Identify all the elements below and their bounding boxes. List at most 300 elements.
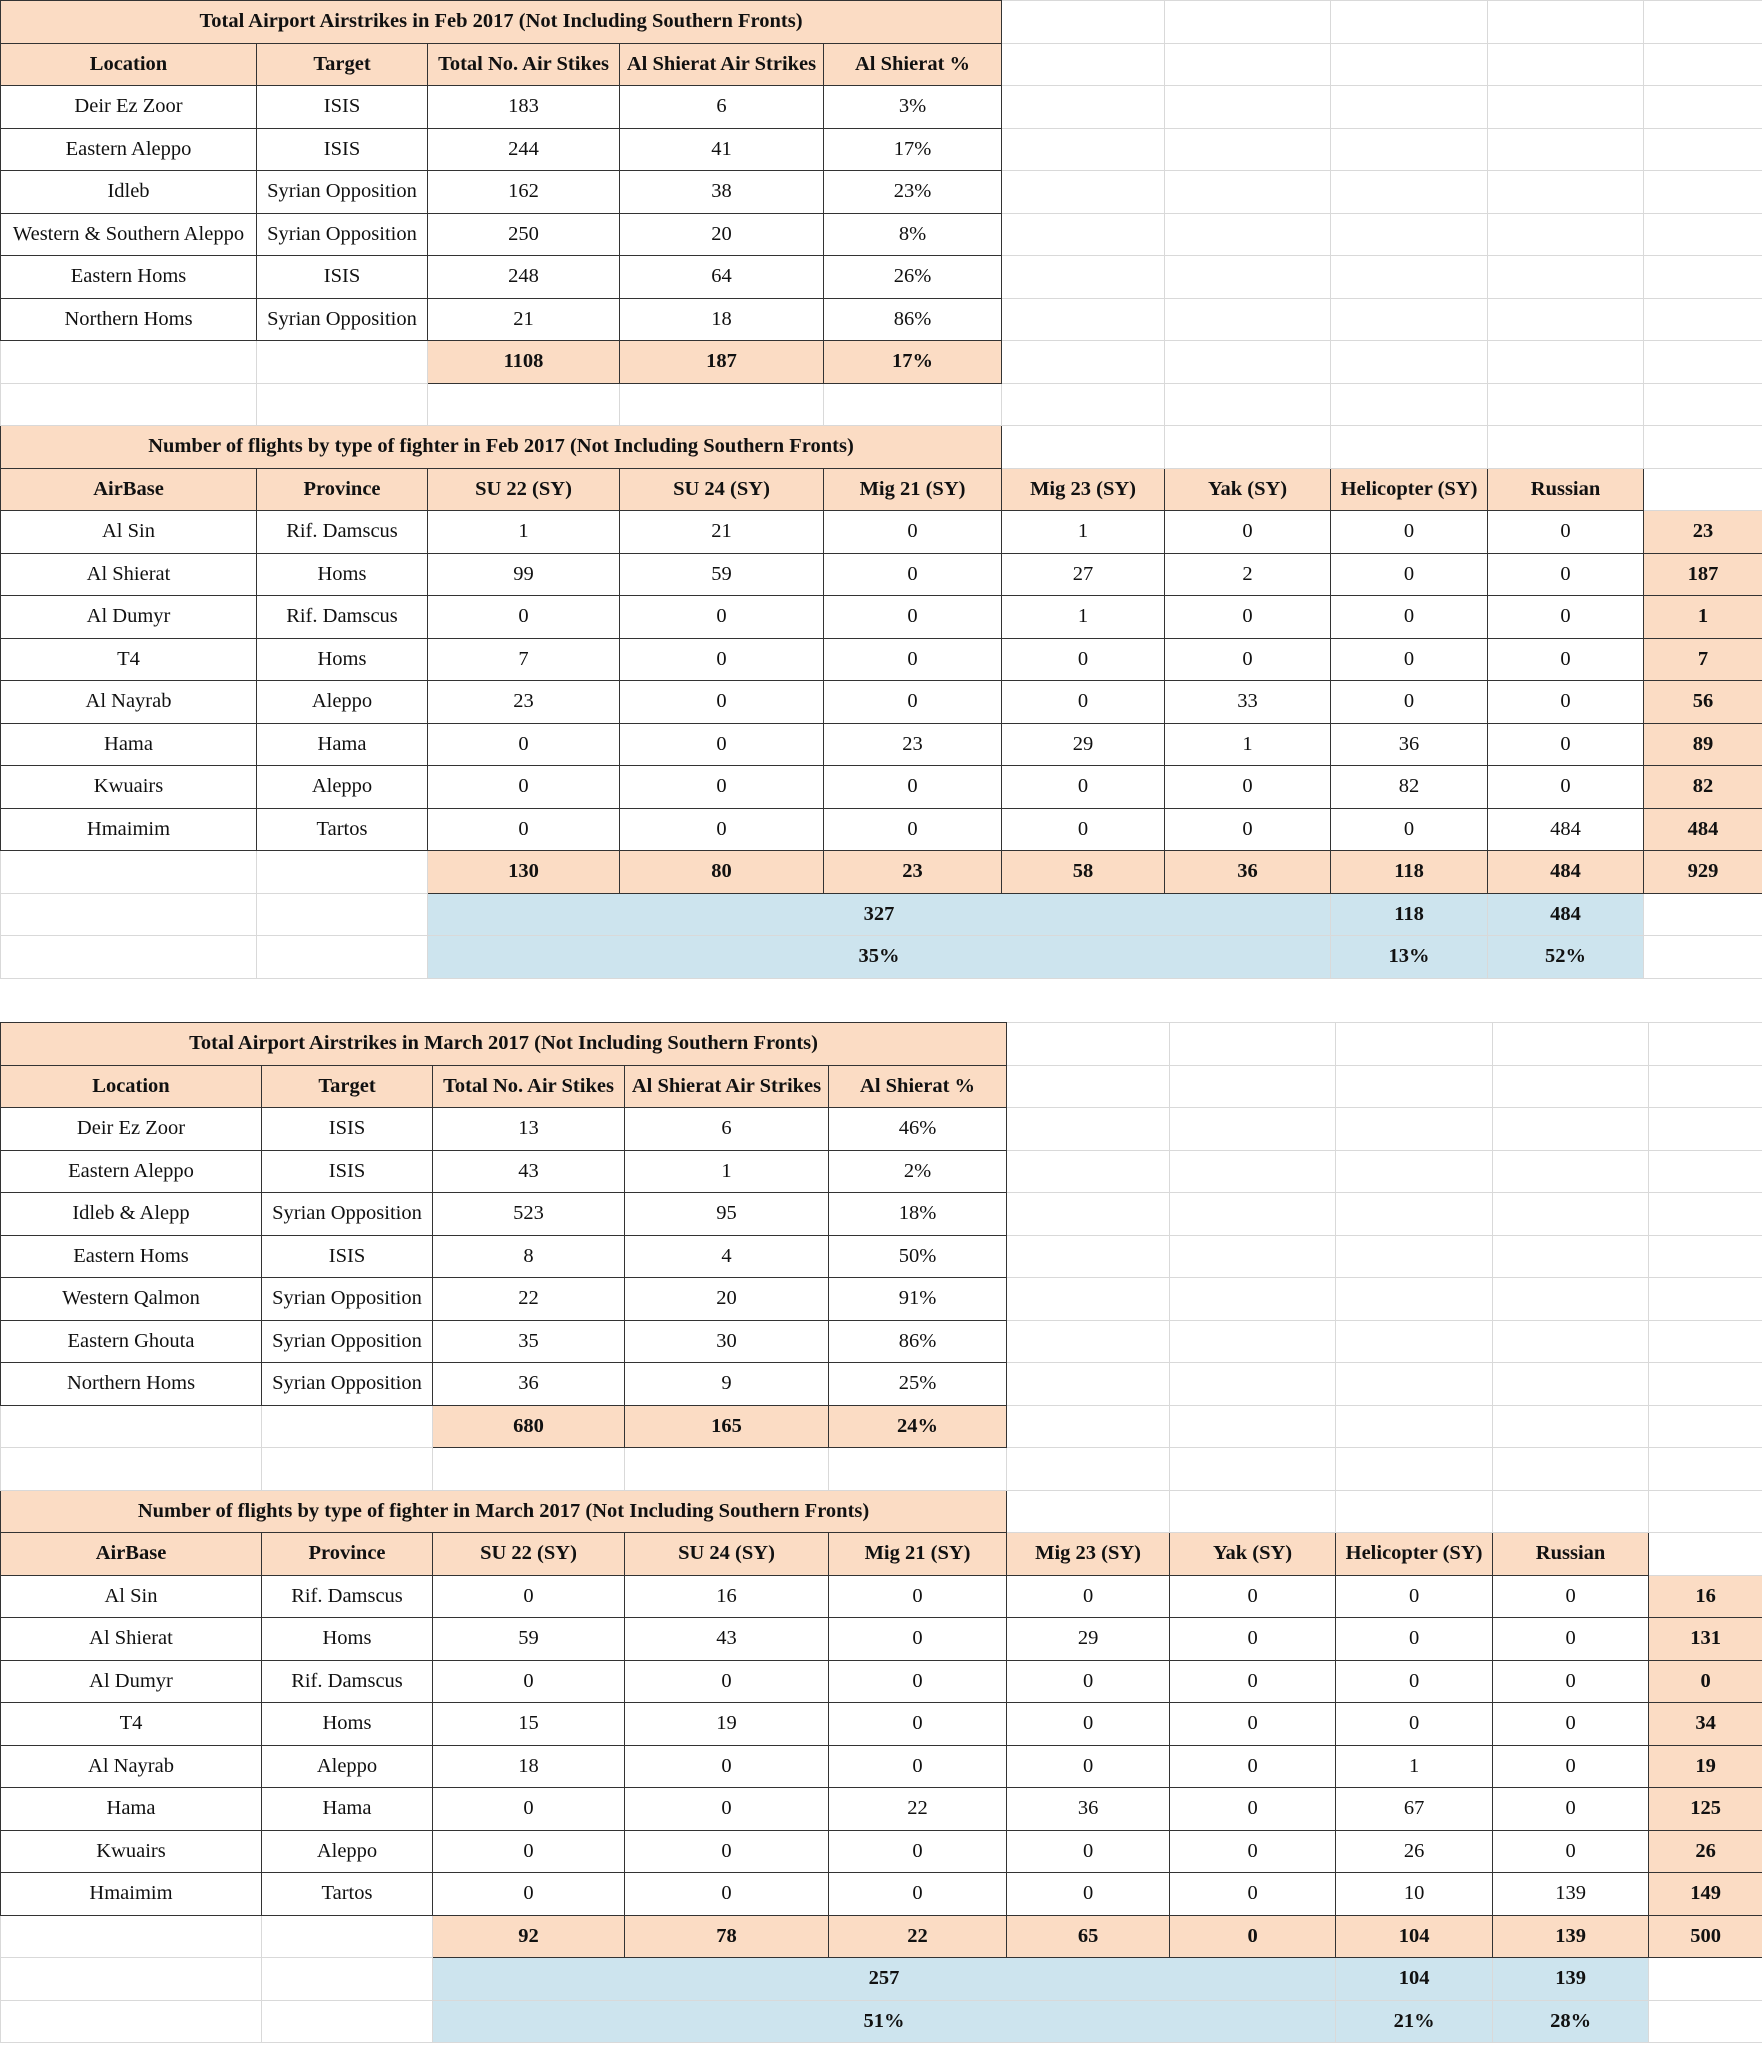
cell[interactable]: 0	[824, 553, 1002, 596]
cell[interactable]: 0	[1165, 766, 1331, 809]
cell[interactable]: Northern Homs	[1, 298, 257, 341]
percent-russian[interactable]: 28%	[1493, 2000, 1649, 2043]
cell[interactable]: 0	[1007, 1703, 1170, 1746]
cell[interactable]: 18	[433, 1745, 625, 1788]
table-row	[1, 638, 1762, 681]
cell[interactable]: Rif. Damscus	[257, 511, 428, 554]
cell[interactable]: 18	[620, 298, 824, 341]
header-mig21: Mig 21 (SY)	[829, 1533, 1007, 1576]
cell[interactable]: 50%	[829, 1235, 1007, 1278]
cell[interactable]: 0	[1336, 1575, 1493, 1618]
cell[interactable]: 0	[620, 681, 824, 724]
cell[interactable]: ISIS	[262, 1235, 433, 1278]
cell[interactable]: Syrian Opposition	[262, 1363, 433, 1406]
row-total-cell[interactable]: 1	[1644, 596, 1762, 639]
header-yak: Yak (SY)	[1170, 1533, 1336, 1576]
cell[interactable]: Al Dumyr	[1, 1660, 262, 1703]
cell[interactable]: Deir Ez Zoor	[1, 86, 257, 129]
cell[interactable]: 0	[829, 1745, 1007, 1788]
cell[interactable]: 0	[428, 723, 620, 766]
cell[interactable]: Homs	[262, 1703, 433, 1746]
cell[interactable]: 0	[433, 1873, 625, 1916]
cell[interactable]: 0	[1170, 1745, 1336, 1788]
cell[interactable]: 0	[1007, 1830, 1170, 1873]
summary-russian[interactable]: 484	[1488, 893, 1644, 936]
header-province: Province	[262, 1533, 433, 1576]
cell[interactable]: 23%	[824, 171, 1002, 214]
cell[interactable]: 8%	[824, 213, 1002, 256]
total-cell[interactable]: 17%	[824, 341, 1002, 384]
cell[interactable]: 0	[1007, 1575, 1170, 1618]
cell[interactable]: Syrian Opposition	[262, 1193, 433, 1236]
cell[interactable]: 25%	[829, 1363, 1007, 1406]
cell[interactable]: 0	[433, 1830, 625, 1873]
header-location: Location	[1, 43, 257, 86]
cell[interactable]: 86%	[829, 1320, 1007, 1363]
cell[interactable]: 0	[824, 766, 1002, 809]
total-cell[interactable]: 24%	[829, 1405, 1007, 1448]
cell[interactable]: 0	[829, 1873, 1007, 1916]
table-row	[1, 256, 1762, 299]
cell[interactable]: Rif. Damscus	[262, 1660, 433, 1703]
header-mig23: Mig 23 (SY)	[1002, 468, 1165, 511]
total-cell[interactable]: 187	[620, 341, 824, 384]
cell[interactable]: 13	[433, 1108, 625, 1151]
cell[interactable]: 46%	[829, 1108, 1007, 1151]
total-cell[interactable]: 680	[433, 1405, 625, 1448]
cell[interactable]: 33	[1165, 681, 1331, 724]
cell[interactable]: 0	[625, 1745, 829, 1788]
cell[interactable]: 29	[1002, 723, 1165, 766]
cell[interactable]: 0	[1493, 1745, 1649, 1788]
cell[interactable]: 3%	[824, 86, 1002, 129]
cell[interactable]: 0	[1493, 1575, 1649, 1618]
cell[interactable]: Hmaimim	[1, 808, 257, 851]
percent-helicopter[interactable]: 21%	[1336, 2000, 1493, 2043]
cell[interactable]: 1	[625, 1150, 829, 1193]
total-cell[interactable]: 23	[824, 851, 1002, 894]
cell[interactable]: Homs	[262, 1618, 433, 1661]
cell[interactable]: 4	[625, 1235, 829, 1278]
cell[interactable]: 26	[1336, 1830, 1493, 1873]
cell[interactable]: Al Nayrab	[1, 681, 257, 724]
cell[interactable]: Aleppo	[262, 1745, 433, 1788]
table-row	[1, 1363, 1762, 1406]
cell[interactable]: Rif. Damscus	[262, 1575, 433, 1618]
cell[interactable]: Al Shierat	[1, 1618, 262, 1661]
cell[interactable]: 0	[1002, 808, 1165, 851]
summary-syrian-fixed-wing[interactable]: 327	[428, 893, 1331, 936]
cell[interactable]: 0	[1331, 638, 1488, 681]
table-row	[1, 128, 1762, 171]
cell[interactable]: 0	[1170, 1788, 1336, 1831]
total-cell[interactable]: 139	[1493, 1915, 1649, 1958]
percent-syrian-fixed-wing[interactable]: 51%	[433, 2000, 1336, 2043]
row-total-cell[interactable]: 19	[1649, 1745, 1762, 1788]
cell[interactable]: 8	[433, 1235, 625, 1278]
cell[interactable]: 0	[625, 1830, 829, 1873]
row-total-cell[interactable]: 26	[1649, 1830, 1762, 1873]
table-row	[1, 1873, 1762, 1916]
cell[interactable]: T4	[1, 638, 257, 681]
cell[interactable]: Syrian Opposition	[262, 1278, 433, 1321]
cell[interactable]: Western Qalmon	[1, 1278, 262, 1321]
cell[interactable]: 0	[1331, 511, 1488, 554]
cell[interactable]: ISIS	[262, 1108, 433, 1151]
cell[interactable]: 0	[625, 1660, 829, 1703]
cell[interactable]: 1	[1002, 596, 1165, 639]
cell[interactable]: 0	[1493, 1660, 1649, 1703]
cell[interactable]: 0	[1488, 596, 1644, 639]
table-row	[1, 681, 1762, 724]
total-cell[interactable]: 78	[625, 1915, 829, 1958]
cell[interactable]: 86%	[824, 298, 1002, 341]
cell[interactable]: 0	[1336, 1660, 1493, 1703]
header-su22: SU 22 (SY)	[428, 468, 620, 511]
cell[interactable]: 0	[1002, 638, 1165, 681]
cell[interactable]: 0	[1170, 1660, 1336, 1703]
total-cell[interactable]: 0	[1170, 1915, 1336, 1958]
cell[interactable]: 15	[433, 1703, 625, 1746]
cell[interactable]: Kwuairs	[1, 1830, 262, 1873]
cell[interactable]: 0	[1170, 1873, 1336, 1916]
cell[interactable]: 0	[1488, 766, 1644, 809]
cell[interactable]: 0	[1002, 766, 1165, 809]
cell[interactable]: ISIS	[257, 86, 428, 129]
cell[interactable]: 10	[1336, 1873, 1493, 1916]
table-row	[1, 1788, 1762, 1831]
cell[interactable]: 36	[1331, 723, 1488, 766]
table-row	[1, 1660, 1762, 1703]
cell[interactable]: Rif. Damscus	[257, 596, 428, 639]
cell[interactable]: Al Shierat	[1, 553, 257, 596]
cell[interactable]: 183	[428, 86, 620, 129]
cell[interactable]: 0	[1007, 1745, 1170, 1788]
cell[interactable]: Tartos	[257, 808, 428, 851]
cell[interactable]: 0	[1165, 638, 1331, 681]
row-total-cell[interactable]: 7	[1644, 638, 1762, 681]
cell[interactable]: Aleppo	[262, 1830, 433, 1873]
cell[interactable]: 0	[625, 1873, 829, 1916]
cell[interactable]: 29	[1007, 1618, 1170, 1661]
cell[interactable]: Eastern Homs	[1, 1235, 262, 1278]
cell[interactable]: 0	[620, 596, 824, 639]
cell[interactable]: 26%	[824, 256, 1002, 299]
header-russian: Russian	[1493, 1533, 1649, 1576]
cell[interactable]: Syrian Opposition	[257, 213, 428, 256]
feb-sheet	[0, 0, 1762, 979]
cell[interactable]: 0	[1165, 596, 1331, 639]
cell[interactable]: 0	[1488, 638, 1644, 681]
header-su22: SU 22 (SY)	[433, 1533, 625, 1576]
header-su24: SU 24 (SY)	[620, 468, 824, 511]
march-strikes-title: Total Airport Airstrikes in March 2017 (Not Including Southern Fronts)	[1, 1023, 1007, 1066]
header-helicopter: Helicopter (SY)	[1336, 1533, 1493, 1576]
total-cell[interactable]: 484	[1488, 851, 1644, 894]
row-total-cell[interactable]: 187	[1644, 553, 1762, 596]
cell[interactable]: Hama	[262, 1788, 433, 1831]
table-row	[1, 808, 1762, 851]
cell[interactable]: 35	[433, 1320, 625, 1363]
cell[interactable]: 0	[1007, 1660, 1170, 1703]
cell[interactable]: 23	[428, 681, 620, 724]
table-row	[1, 511, 1762, 554]
cell[interactable]: 41	[620, 128, 824, 171]
cell[interactable]: ISIS	[262, 1150, 433, 1193]
total-cell[interactable]: 22	[829, 1915, 1007, 1958]
table-row	[1, 1235, 1762, 1278]
cell[interactable]: 0	[824, 808, 1002, 851]
totals-row	[1, 851, 1762, 894]
cell[interactable]: 0	[620, 638, 824, 681]
cell[interactable]: 484	[1488, 808, 1644, 851]
cell[interactable]: 0	[1493, 1703, 1649, 1746]
header-province: Province	[257, 468, 428, 511]
cell[interactable]: 20	[625, 1278, 829, 1321]
cell[interactable]: Al Dumyr	[1, 596, 257, 639]
header-total-strikes: Total No. Air Stikes	[428, 43, 620, 86]
row-total-cell[interactable]: 34	[1649, 1703, 1762, 1746]
cell[interactable]: 22	[829, 1788, 1007, 1831]
cell[interactable]: 0	[829, 1575, 1007, 1618]
cell[interactable]: 0	[1170, 1575, 1336, 1618]
cell[interactable]: Eastern Homs	[1, 256, 257, 299]
total-cell[interactable]: 104	[1336, 1915, 1493, 1958]
cell[interactable]: 82	[1331, 766, 1488, 809]
cell[interactable]: 0	[1331, 681, 1488, 724]
cell[interactable]: 0	[1488, 723, 1644, 766]
total-cell[interactable]: 80	[620, 851, 824, 894]
percent-syrian-fixed-wing[interactable]: 35%	[428, 936, 1331, 979]
header-mig21: Mig 21 (SY)	[824, 468, 1002, 511]
totals-row	[1, 341, 1762, 384]
table-row	[1, 553, 1762, 596]
cell[interactable]: 0	[824, 511, 1002, 554]
cell[interactable]: 0	[1493, 1618, 1649, 1661]
cell[interactable]: 0	[829, 1618, 1007, 1661]
cell[interactable]: Al Nayrab	[1, 1745, 262, 1788]
header-target: Target	[257, 43, 428, 86]
total-cell[interactable]: 130	[428, 851, 620, 894]
row-total-cell[interactable]: 56	[1644, 681, 1762, 724]
row-total-cell[interactable]: 125	[1649, 1788, 1762, 1831]
cell[interactable]: 0	[1488, 553, 1644, 596]
cell[interactable]: Hama	[1, 723, 257, 766]
cell[interactable]: Eastern Aleppo	[1, 1150, 262, 1193]
cell[interactable]: 0	[824, 596, 1002, 639]
total-cell[interactable]: 1108	[428, 341, 620, 384]
cell[interactable]: 0	[1331, 553, 1488, 596]
cell[interactable]: Deir Ez Zoor	[1, 1108, 262, 1151]
cell[interactable]: 0	[1493, 1788, 1649, 1831]
header-airbase: AirBase	[1, 1533, 262, 1576]
table-row	[1, 1278, 1762, 1321]
cell[interactable]: 0	[625, 1788, 829, 1831]
cell[interactable]: Aleppo	[257, 681, 428, 724]
cell[interactable]: 36	[433, 1363, 625, 1406]
cell[interactable]: 16	[625, 1575, 829, 1618]
cell[interactable]: Al Sin	[1, 1575, 262, 1618]
cell[interactable]: 43	[625, 1618, 829, 1661]
cell[interactable]: 30	[625, 1320, 829, 1363]
cell[interactable]: 0	[428, 766, 620, 809]
cell[interactable]: 0	[829, 1703, 1007, 1746]
cell[interactable]: 248	[428, 256, 620, 299]
cell[interactable]: 139	[1493, 1873, 1649, 1916]
cell[interactable]: 0	[824, 681, 1002, 724]
cell[interactable]: Homs	[257, 553, 428, 596]
cell[interactable]: Syrian Opposition	[257, 171, 428, 214]
cell[interactable]: 19	[625, 1703, 829, 1746]
percent-russian[interactable]: 52%	[1488, 936, 1644, 979]
cell[interactable]: 0	[1170, 1830, 1336, 1873]
cell[interactable]: 27	[1002, 553, 1165, 596]
cell[interactable]: 0	[1488, 511, 1644, 554]
summary-helicopter[interactable]: 118	[1331, 893, 1488, 936]
total-cell[interactable]: 36	[1165, 851, 1331, 894]
cell[interactable]: Tartos	[262, 1873, 433, 1916]
cell[interactable]: 9	[625, 1363, 829, 1406]
cell[interactable]: Syrian Opposition	[262, 1320, 433, 1363]
cell[interactable]: 36	[1007, 1788, 1170, 1831]
cell[interactable]: 18%	[829, 1193, 1007, 1236]
cell[interactable]: 0	[433, 1575, 625, 1618]
row-total-cell[interactable]: 82	[1644, 766, 1762, 809]
cell[interactable]: 0	[620, 766, 824, 809]
header-shierat-strikes: Al Shierat Air Strikes	[625, 1065, 829, 1108]
cell[interactable]: 0	[428, 808, 620, 851]
cell[interactable]: 67	[1336, 1788, 1493, 1831]
cell[interactable]: Idleb & Alepp	[1, 1193, 262, 1236]
cell[interactable]: Homs	[257, 638, 428, 681]
cell[interactable]: Hmaimim	[1, 1873, 262, 1916]
table-row	[1, 1150, 1762, 1193]
row-total-cell[interactable]: 484	[1644, 808, 1762, 851]
cell[interactable]: 0	[1170, 1618, 1336, 1661]
percent-helicopter[interactable]: 13%	[1331, 936, 1488, 979]
header-location: Location	[1, 1065, 262, 1108]
cell[interactable]: Hama	[257, 723, 428, 766]
table-row	[1, 86, 1762, 129]
cell[interactable]: ISIS	[257, 128, 428, 171]
percent-row	[1, 2000, 1762, 2043]
cell[interactable]: Eastern Aleppo	[1, 128, 257, 171]
cell[interactable]: 2	[1165, 553, 1331, 596]
cell[interactable]: 0	[620, 723, 824, 766]
grand-total-cell[interactable]: 500	[1649, 1915, 1762, 1958]
cell[interactable]: 0	[1488, 681, 1644, 724]
cell[interactable]: 21	[620, 511, 824, 554]
row-total-cell[interactable]: 131	[1649, 1618, 1762, 1661]
cell[interactable]: 7	[428, 638, 620, 681]
cell[interactable]: 0	[829, 1660, 1007, 1703]
cell[interactable]: 91%	[829, 1278, 1007, 1321]
cell[interactable]: 43	[433, 1150, 625, 1193]
summary-syrian-fixed-wing[interactable]: 257	[433, 1958, 1336, 2001]
cell[interactable]: 95	[625, 1193, 829, 1236]
cell[interactable]: 0	[1493, 1830, 1649, 1873]
cell[interactable]: Syrian Opposition	[257, 298, 428, 341]
cell[interactable]: 0	[1331, 596, 1488, 639]
cell[interactable]: 250	[428, 213, 620, 256]
cell[interactable]: Western & Southern Aleppo	[1, 213, 257, 256]
cell[interactable]: 1	[1336, 1745, 1493, 1788]
cell[interactable]: Idleb	[1, 171, 257, 214]
row-total-cell[interactable]: 0	[1649, 1660, 1762, 1703]
cell[interactable]: Hama	[1, 1788, 262, 1831]
cell[interactable]: 0	[1336, 1703, 1493, 1746]
cell[interactable]: ISIS	[257, 256, 428, 299]
row-total-cell[interactable]: 16	[1649, 1575, 1762, 1618]
cell[interactable]: 64	[620, 256, 824, 299]
cell[interactable]: 0	[1007, 1873, 1170, 1916]
cell[interactable]: Al Sin	[1, 511, 257, 554]
cell[interactable]: 17%	[824, 128, 1002, 171]
cell[interactable]: Eastern Ghouta	[1, 1320, 262, 1363]
cell[interactable]: 0	[1331, 808, 1488, 851]
cell[interactable]: 23	[824, 723, 1002, 766]
table-row	[1, 1193, 1762, 1236]
cell[interactable]: 0	[620, 808, 824, 851]
cell[interactable]: 0	[824, 638, 1002, 681]
total-cell[interactable]: 118	[1331, 851, 1488, 894]
row-total-cell[interactable]: 89	[1644, 723, 1762, 766]
cell[interactable]: 0	[1336, 1618, 1493, 1661]
total-cell[interactable]: 92	[433, 1915, 625, 1958]
row-total-cell[interactable]: 149	[1649, 1873, 1762, 1916]
row-total-cell[interactable]: 23	[1644, 511, 1762, 554]
cell[interactable]: 22	[433, 1278, 625, 1321]
cell[interactable]: T4	[1, 1703, 262, 1746]
header-airbase: AirBase	[1, 468, 257, 511]
cell[interactable]: 0	[1165, 808, 1331, 851]
cell[interactable]: 20	[620, 213, 824, 256]
cell[interactable]: 162	[428, 171, 620, 214]
summary-helicopter[interactable]: 104	[1336, 1958, 1493, 2001]
cell[interactable]: 6	[620, 86, 824, 129]
cell[interactable]: 244	[428, 128, 620, 171]
summary-russian[interactable]: 139	[1493, 1958, 1649, 2001]
total-cell[interactable]: 165	[625, 1405, 829, 1448]
cell[interactable]: 1	[1165, 723, 1331, 766]
cell[interactable]: Aleppo	[257, 766, 428, 809]
grand-total-cell[interactable]: 929	[1644, 851, 1762, 894]
cell[interactable]: 0	[433, 1788, 625, 1831]
cell[interactable]: 59	[433, 1618, 625, 1661]
cell[interactable]: 0	[829, 1830, 1007, 1873]
cell[interactable]: 0	[1165, 511, 1331, 554]
cell[interactable]: 21	[428, 298, 620, 341]
cell[interactable]: 523	[433, 1193, 625, 1236]
march-sheet	[0, 1022, 1762, 2043]
cell[interactable]: Northern Homs	[1, 1363, 262, 1406]
cell[interactable]: 0	[433, 1660, 625, 1703]
cell[interactable]: 0	[428, 596, 620, 639]
cell[interactable]: 2%	[829, 1150, 1007, 1193]
cell[interactable]: 38	[620, 171, 824, 214]
cell[interactable]: 1	[1002, 511, 1165, 554]
cell[interactable]: 99	[428, 553, 620, 596]
cell[interactable]: 6	[625, 1108, 829, 1151]
total-cell[interactable]: 65	[1007, 1915, 1170, 1958]
cell[interactable]: 0	[1170, 1703, 1336, 1746]
total-cell[interactable]: 58	[1002, 851, 1165, 894]
cell[interactable]: 59	[620, 553, 824, 596]
table-row	[1, 766, 1762, 809]
cell[interactable]: 1	[428, 511, 620, 554]
cell[interactable]: Kwuairs	[1, 766, 257, 809]
cell[interactable]: 0	[1002, 681, 1165, 724]
